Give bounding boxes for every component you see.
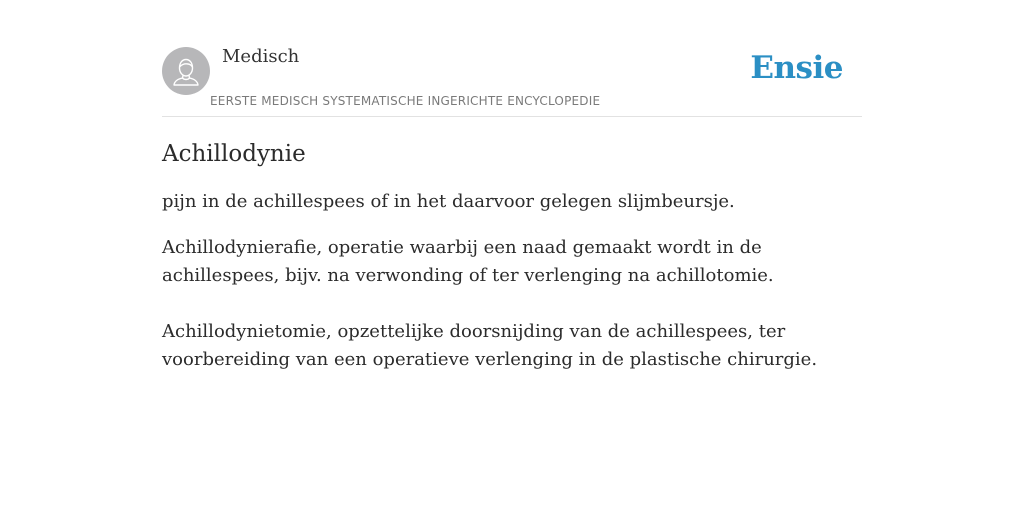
encyclopedia-subtitle: EERSTE MEDISCH SYSTEMATISCHE INGERICHTE ENCYCLOPEDIE bbox=[210, 94, 601, 108]
user-silhouette-icon bbox=[162, 47, 210, 95]
article-title: Achillodynie bbox=[162, 141, 306, 167]
article bbox=[162, 138, 862, 374]
ensie-logo[interactable]: Ensie bbox=[750, 50, 843, 86]
avatar[interactable] bbox=[162, 47, 210, 95]
article-entry: Achillodynietomie, opzettelijke doorsnijding van de achillespees, ter voorbereiding van een operatieve verlenging in de plastische chirurgie. bbox=[162, 321, 818, 370]
article-definition: pijn in de achillespees of in het daarvoor gelegen slijmbeursje. bbox=[162, 191, 735, 212]
author-name[interactable]: Medisch bbox=[222, 46, 300, 67]
article-entry: Achillodynierafie, operatie waarbij een naad gemaakt wordt in de achillespees, bijv. na verwonding of ter verlenging na achillotomie. bbox=[162, 237, 774, 286]
header bbox=[162, 40, 862, 117]
